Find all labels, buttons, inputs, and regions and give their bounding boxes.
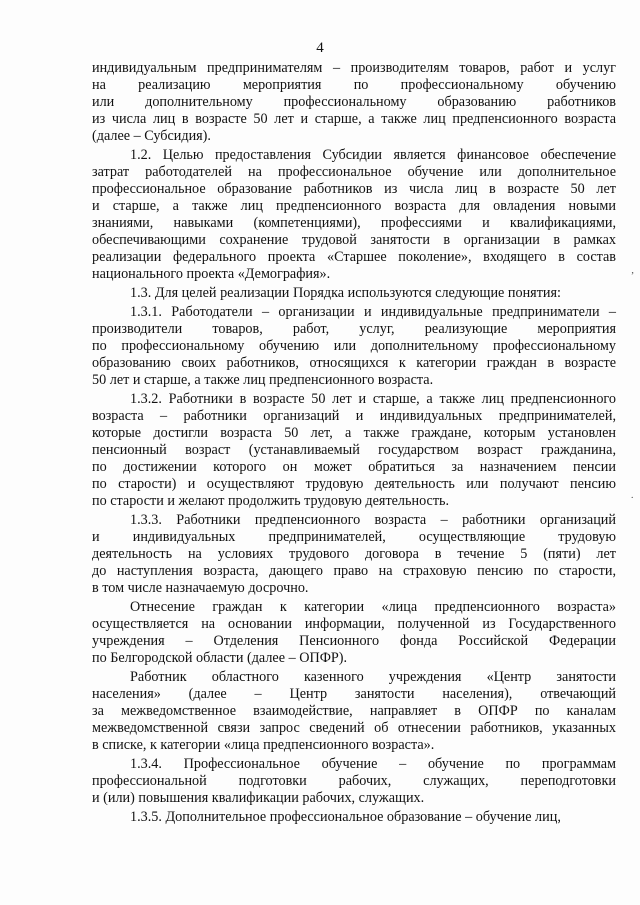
text-line: по Белгородской области (далее – ОПФР). xyxy=(92,650,348,666)
paragraph xyxy=(92,512,616,597)
text-line: по старости и желают продолжить трудовую деятельность. xyxy=(92,493,450,509)
text-line: 1.3.1. Работодатели – организации и индивидуальные предприниматели – xyxy=(130,304,616,320)
text-line: 1.2. Целью предоставления Субсидии является финансовое обеспечение xyxy=(130,147,616,163)
scan-mark: , xyxy=(631,264,634,276)
text-line: Работник областного казенного учреждения «Центр занятости xyxy=(130,669,616,685)
text-line: профессиональное образование работников из числа лиц в возрасте 50 лет xyxy=(92,181,616,197)
text-line: по старости) и осуществляют трудовую деятельность или получают пенсию xyxy=(92,476,616,492)
text-line: пенсионный возраст (устанавливаемый государством возраст гражданина, xyxy=(92,442,616,458)
text-line: возраста – работники организаций и индивидуальных предпринимателей, xyxy=(92,408,616,424)
text-line: учреждения – Отделения Пенсионного фонда Российской Федерации xyxy=(92,633,616,649)
text-line: за межведомственное взаимодействие, направляет в ОПФР по каналам xyxy=(92,703,616,719)
paragraph xyxy=(92,60,616,145)
text-line: и индивидуальных предпринимателей, осуществляющие трудовую xyxy=(92,529,616,545)
paragraph xyxy=(92,285,616,302)
text-line: которые достигли возраста 50 лет, а также граждане, которым установлен xyxy=(92,425,616,441)
text-line: образованию своих работников, относящихся к категории граждан в возрасте xyxy=(92,355,616,371)
text-line: профессиональной подготовки рабочих, служащих, переподготовки xyxy=(92,773,616,789)
text-line: 1.3.3. Работники предпенсионного возраста – работники организаций xyxy=(130,512,616,528)
text-line: и (или) повышения квалификации рабочих, служащих. xyxy=(92,790,425,806)
text-line: деятельность на условиях трудового договора в течение 5 (пяти) лет xyxy=(92,546,616,562)
text-line: до наступления возраста, дающего право на страховую пенсию по старости, xyxy=(92,563,616,579)
text-line: реализации федерального проекта «Старшее поколение», входящего в состав xyxy=(92,249,616,265)
document-body xyxy=(92,60,616,826)
text-line: затрат работодателей на профессиональное обучение или дополнительное xyxy=(92,164,616,180)
text-line: на реализацию мероприятия по профессиональному обучению xyxy=(92,77,616,93)
text-line: и старше, а также лиц предпенсионного возраста для овладения новыми xyxy=(92,198,616,214)
text-line: 1.3.5. Дополнительное профессиональное образование – обучение лиц, xyxy=(130,809,561,825)
paragraph xyxy=(92,147,616,283)
text-line: из числа лиц в возрасте 50 лет и старше, а также лиц предпенсионного возраста xyxy=(92,111,616,127)
text-line: по профессиональному обучению или дополнительному профессиональному xyxy=(92,338,616,354)
paragraph xyxy=(92,391,616,510)
text-line: (далее – Субсидия). xyxy=(92,128,211,144)
text-line: Отнесение граждан к категории «лица предпенсионного возраста» xyxy=(130,599,616,615)
paragraph xyxy=(92,756,616,807)
text-line: индивидуальным предпринимателям – производителям товаров, работ и услуг xyxy=(92,60,616,76)
text-line: в том числе назначаемую досрочно. xyxy=(92,580,309,596)
text-line: или дополнительному профессиональному образованию работников xyxy=(92,94,616,110)
paragraph xyxy=(92,809,616,826)
scan-mark: · xyxy=(630,492,634,504)
text-line: по достижении которого он может обратиться за назначением пенсии xyxy=(92,459,616,475)
text-line: обеспечивающими сохранение трудовой занятости в организации в рамках xyxy=(92,232,616,248)
text-line: населения» (далее – Центр занятости населения), отвечающий xyxy=(92,686,616,702)
text-line: 50 лет и старше, а также лиц предпенсионного возраста. xyxy=(92,372,434,388)
text-line: национального проекта «Демография». xyxy=(92,266,331,282)
paragraph xyxy=(92,669,616,754)
text-line: 1.3.2. Работники в возрасте 50 лет и старше, а также лиц предпенсионного xyxy=(130,391,616,407)
text-line: 1.3. Для целей реализации Порядка используются следующие понятия: xyxy=(130,285,561,301)
paragraph xyxy=(92,599,616,667)
text-line: знаниями, навыками (компетенциями), профессиями и квалификациями, xyxy=(92,215,616,231)
page-number: 4 xyxy=(316,40,324,56)
text-line: производители товаров, работ, услуг, реализующие мероприятия xyxy=(92,321,616,337)
text-line: 1.3.4. Профессиональное обучение – обучение по программам xyxy=(130,756,616,772)
text-line: осуществляется на основании информации, полученной из Государственного xyxy=(92,616,616,632)
text-line: в списке, к категории «лица предпенсионного возраста». xyxy=(92,737,435,753)
paragraph xyxy=(92,304,616,389)
text-line: межведомственной связи запрос сведений об отнесении работников, указанных xyxy=(92,720,616,736)
